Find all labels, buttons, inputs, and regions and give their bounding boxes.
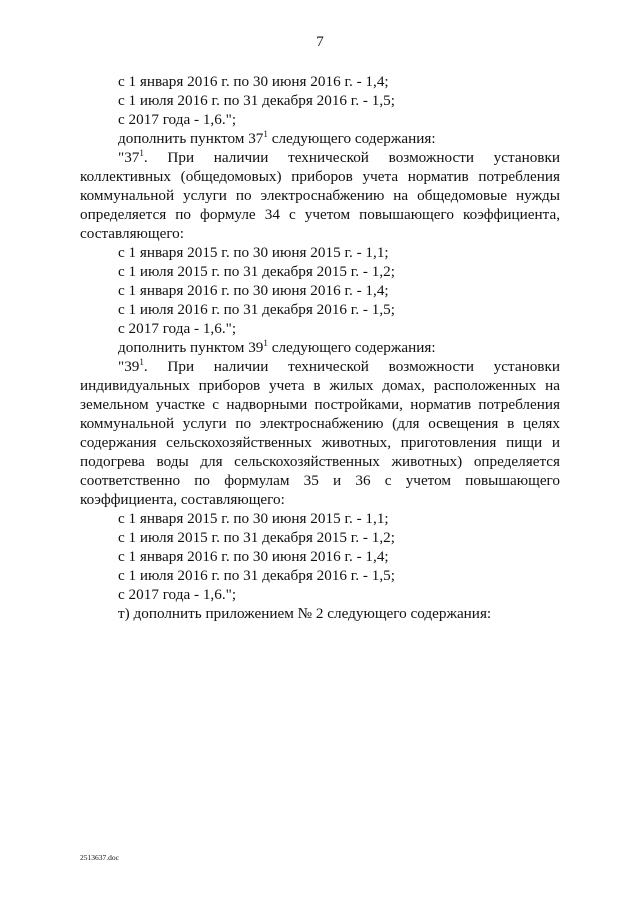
rate-line: с 2017 года - 1,6."; xyxy=(118,111,237,128)
rate-line: с 1 июля 2016 г. по 31 декабря 2016 г. - 1,5; xyxy=(118,92,395,109)
rate-line: с 1 января 2016 г. по 30 июня 2016 г. - 1,4; xyxy=(118,548,389,565)
rate-line: с 1 января 2016 г. по 30 июня 2016 г. - 1,4; xyxy=(118,73,389,90)
add-point-39-intro: дополнить пунктом $39^1$ следующего содержания: xyxy=(118,338,436,356)
rate-list-37 xyxy=(80,243,560,338)
rate-line: с 1 июля 2016 г. по 31 декабря 2016 г. - 1,5; xyxy=(118,567,395,584)
page-number: 7 xyxy=(316,34,324,50)
rate-line: с 2017 года - 1,6."; xyxy=(118,586,237,603)
rate-line: с 1 января 2015 г. по 30 июня 2015 г. - 1,1; xyxy=(118,244,389,261)
rate-line: с 2017 года - 1,6."; xyxy=(118,320,237,337)
rate-line: с 1 июля 2015 г. по 31 декабря 2015 г. - 1,2; xyxy=(118,529,395,546)
paragraph-37: "$37^1$. При наличии технической возможности установки коллективных (общедомовых) приборов учета норматив потребления коммунальной услуги по электроснабжению на общедомовые нужды определяется по формуле 34 с учетом повышающего коэффициента, составляющего: xyxy=(80,148,560,242)
footer-file-reference: 2513637.doc xyxy=(80,853,119,862)
rate-list-top xyxy=(80,72,560,129)
closing-line: т) дополнить приложением № 2 следующего содержания: xyxy=(118,605,492,622)
rate-line: с 1 июля 2016 г. по 31 декабря 2016 г. - 1,5; xyxy=(118,301,395,318)
rate-list-39 xyxy=(80,509,560,604)
paragraph-39: "$39^1$. При наличии технической возможности установки индивидуальных приборов учета в жилых домах, расположенных на земельном участке с надворными постройками, норматив потребления коммунальной услуги по электроснабжению (для освещения в целях содержания сельскохозяйственных животных, приготовления пищи и подогрева воды для сельскохозяйственных животных) определяется соответственно по формулам 35 и 36 с учетом повышающего коэффициента, составляющего: xyxy=(80,357,560,508)
rate-line: с 1 января 2016 г. по 30 июня 2016 г. - 1,4; xyxy=(118,282,389,299)
document-body xyxy=(80,72,560,623)
rate-line: с 1 января 2015 г. по 30 июня 2015 г. - 1,1; xyxy=(118,510,389,527)
rate-line: с 1 июля 2015 г. по 31 декабря 2015 г. - 1,2; xyxy=(118,263,395,280)
add-point-37-intro: дополнить пунктом $37^1$ следующего содержания: xyxy=(118,129,436,147)
